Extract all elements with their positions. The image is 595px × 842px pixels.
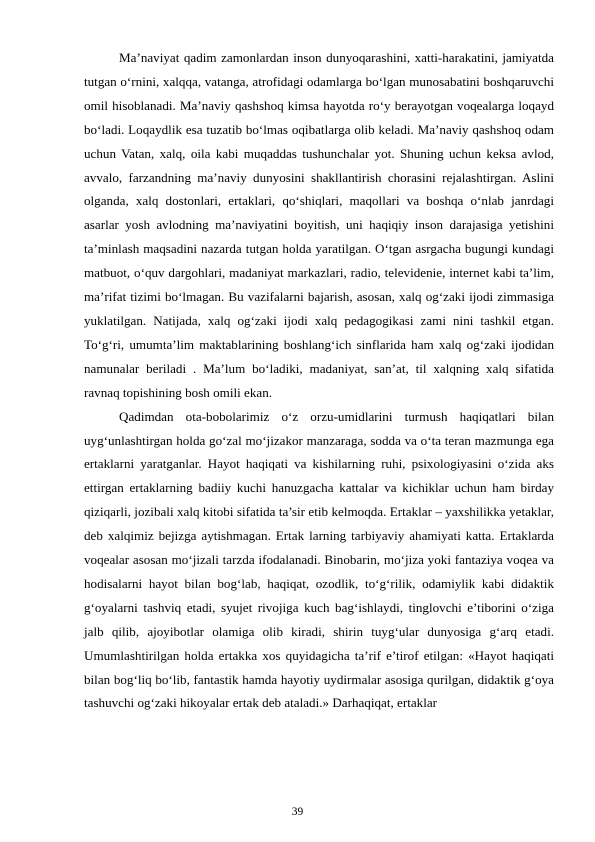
page-number: 39 — [291, 806, 304, 818]
paragraph-1: Ma’naviyat qadim zamonlardan inson dunyoqarashini, xatti-harakatini, jamiyatda tutgan o‘rnini, xalqqa, vatanga, atrofidagi odamlarga bo‘lgan munosabatini boshqaruvchi omil hisoblanadi. Ma’naviy qashshoq kimsa hayotda ro‘y berayotgan voqealarga loqayd bo‘ladi. Loqaydlik esa tuzatib bo‘lmas oqibatlarga olib keladi. Ma’naviy qashshoq odam uchun Vatan, xalq, oila kabi muqaddas tushunchalar yot. Shuning uchun keksa avlod, avvalo, farzandning ma’naviy dunyosini shakllantirish chorasini rejalashtirgan. Aslini olganda, xalq dostonlari, ertaklari, qo‘shiqlari, maqollari va boshqa o‘nlab janrdagi asarlar yosh avlodning ma’naviyatini boyitish, uni haqiqiy inson darajasiga yetishini ta’minlash maqsadini nazarda tutgan holda yaratilgan. O‘tgan asrgacha bugungi kundagi matbuot, o‘quv dargohlari, madaniyat markazlari, radio, televidenie, internet kabi ta’lim, ma’rifat tizimi bo‘lmagan. Bu vazifalarni bajarish, asosan, xalq og‘zaki ijodi zimmasiga yuklatilgan. Natijada, xalq og‘zaki ijodi xalq pedagogikasi zami nini tashkil etgan. To‘g‘ri, umumta’lim maktablarining boshlang‘ich sinflarida ham xalq og‘zaki ijodidan namunalar beriladi . Ma’lum bo‘ladiki, madaniyat, san’at, til xalqning xalq sifatida ravnaq topishining bosh omili ekan. — [84, 50, 554, 400]
paragraph-2: Qadimdan ota-bobolarimiz o‘z orzu-umidlarini turmush haqiqatlari bilan uyg‘unlashtirgan holda go‘zal mo‘jizakor manzaraga, sodda va o‘ta teran mazmunga ega ertaklarni yaratganlar. Hayot haqiqati va kishilarning ruhi, psixologiyasini o‘zida aks ettirgan ertaklarning badiiy kuchi hanuzgacha kattalar va kichiklar uchun ham birday qiziqarli, jozibali xalq kitobi sifatida ta’sir etib kelmoqda. Ertaklar – yaxshilikka yetaklar, deb xalqimiz bejizga aytishmagan. Ertak larning tarbiyaviy ahamiyati katta. Ertaklarda voqealar asosan mo‘jizali tarzda ifodalanadi. Binobarin, mo‘jiza yoki fantaziya voqea va hodisalarni hayot bilan bog‘lab, haqiqat, ozodlik, to‘g‘rilik, odamiylik kabi didaktik g‘oyalarni tashviq etadi, syujet rivojiga kuch bag‘ishlaydi, tinglovchi e’tiborini o‘ziga jalb qilib, ajoyibotlar olamiga olib kiradi, shirin tuyg‘ular dunyosiga g‘arq etadi. Umumlashtirilgan holda ertakka xos quyidagicha ta’rif e’tirof etilgan: «Hayot haqiqati bilan bog‘liq bo‘lib, fantastik hamda hayotiy uydirmalar asosiga qurilgan, didaktik g‘oya tashuvchi og‘zaki hikoyalar ertak deb ataladi.» Darhaqiqat, ertaklar — [84, 408, 554, 711]
body-text — [84, 46, 554, 715]
